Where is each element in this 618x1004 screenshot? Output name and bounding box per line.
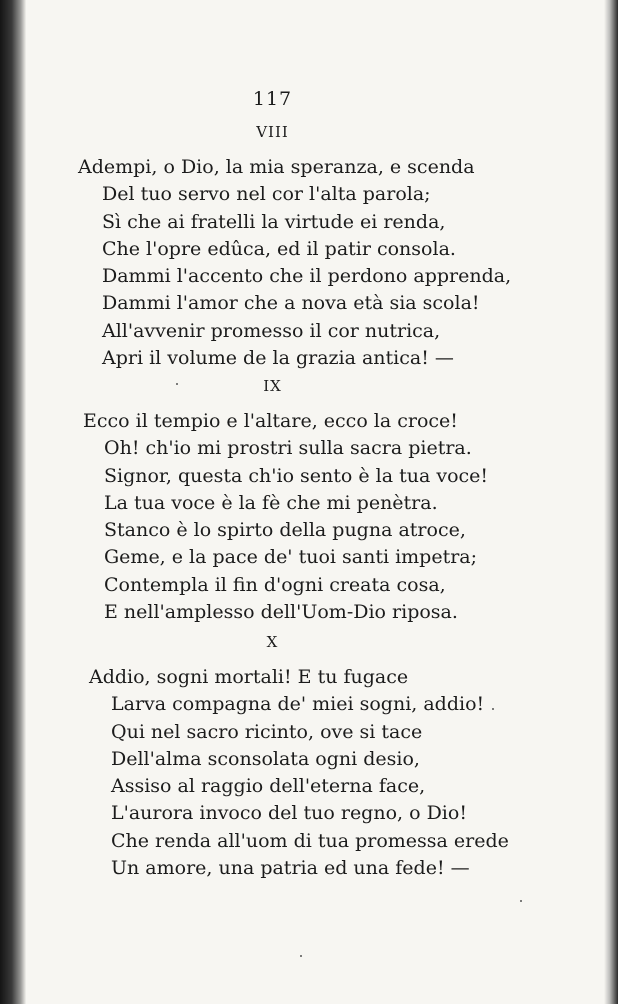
verse-line: Che renda all'uom di tua promessa erede [111, 829, 509, 852]
verse-line: E nell'amplesso dell'Uom-Dio riposa. [104, 601, 458, 624]
stanza-viii [0, 154, 511, 372]
paper-speck [300, 955, 302, 957]
verse-line: Assiso al raggio dell'eterna face, [111, 775, 426, 798]
stanza-ix [0, 408, 488, 626]
section-heading-x: X [266, 633, 279, 651]
verse-line: Dammi l'amor che a nova età sia scola! [102, 292, 480, 315]
verse-line: All'avvenir promesso il cor nutrica, [102, 319, 441, 342]
paper-speck [176, 383, 178, 385]
section-heading-ix: IX [263, 377, 282, 395]
stanza-x [0, 664, 509, 882]
verse-line: Del tuo servo nel cor l'alta parola; [102, 183, 431, 206]
verse-line: Che l'opre edûca, ed il patir consola. [102, 237, 456, 260]
section-heading-viii: VIII [256, 123, 289, 141]
verse-line: Un amore, una patria ed una fede! — [111, 857, 470, 880]
verse-line: Dell'alma sconsolata ogni desio, [111, 747, 420, 770]
paper-speck [520, 900, 522, 902]
verse-line: Apri il volume de la grazia antica! — [102, 347, 454, 370]
verse-line: Geme, e la pace de' tuoi santi impetra; [104, 546, 478, 569]
verse-line: Addio, sogni mortali! E tu fugace [89, 666, 409, 688]
verse-line: Larva compagna de' miei sogni, addio! [111, 693, 485, 716]
verse-line: Sì che ai fratelli la virtude ei renda, [102, 210, 446, 233]
verse-line: Qui nel sacro ricinto, ove si tace [111, 720, 423, 743]
paper-speck [492, 708, 494, 710]
verse-line: Signor, questa ch'io sento è la tua voce! [104, 464, 489, 487]
page-edge-shadow [604, 0, 618, 1004]
verse-line: L'aurora invoco del tuo regno, o Dio! [111, 802, 467, 825]
verse-line: Oh! ch'io mi prostri sulla sacra pietra. [104, 437, 472, 460]
verse-line: Adempi, o Dio, la mia speranza, e scenda [78, 156, 475, 178]
verse-line: Stanco è lo spirto della pugna atroce, [104, 519, 466, 542]
verse-line: Ecco il tempio e l'altare, ecco la croce! [83, 410, 458, 432]
verse-line: Dammi l'accento che il perdono apprenda, [102, 265, 512, 288]
verse-line: Contempla il fin d'ogni creata cosa, [104, 573, 446, 596]
verse-line: La tua voce è la fè che mi penètra. [104, 491, 438, 514]
page-number: 117 [252, 88, 293, 110]
